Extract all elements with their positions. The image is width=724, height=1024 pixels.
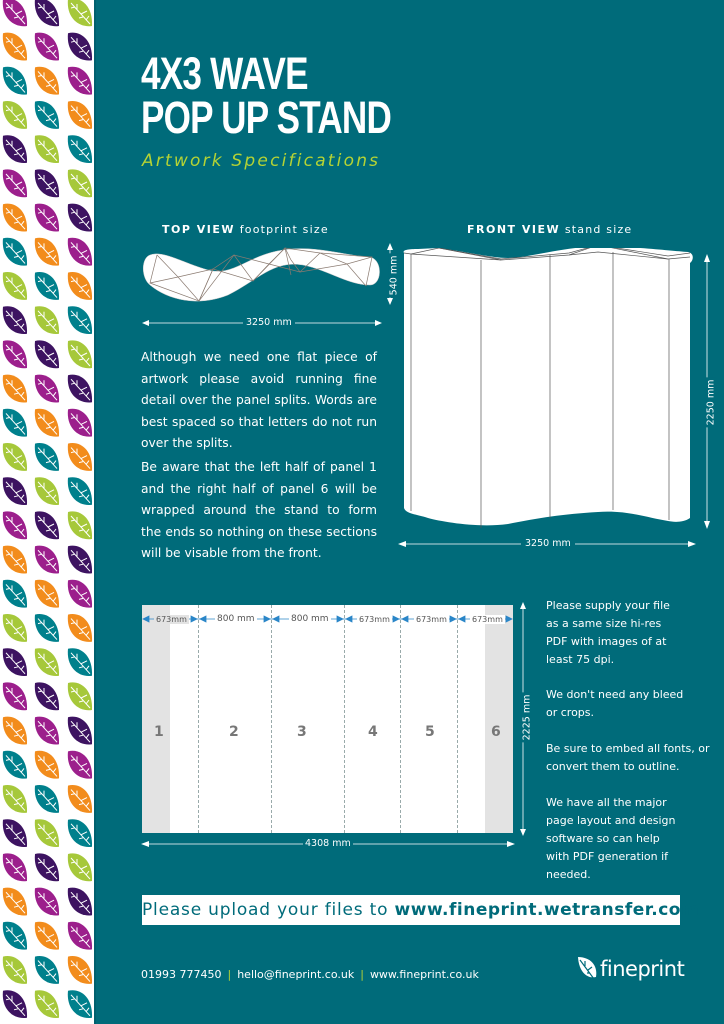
panel-1-width: 673mm [156,615,187,624]
top-view-label-bold: TOP VIEW [162,223,235,236]
upload-prefix: Please upload your files to [142,900,395,920]
panel-split-paragraph: Although we need one flat piece of artwork please avoid running fine detail over the panel splits. Words are best spaced so that letters do not run over the splits. [141,350,377,450]
panel-5-width: 673mm [416,615,447,624]
logo-text: fineprint [600,957,685,981]
panel-split-line [271,605,272,833]
leaf-logo-icon [576,955,600,983]
panel-split-line [400,605,401,833]
front-view-height-dim: 2250 mm [705,379,717,426]
fineprint-logo [576,955,684,983]
front-view-label [467,223,632,236]
panel-3-width: 800 mm [291,614,329,624]
top-view-label-rest: footprint size [235,223,329,236]
requirement-software: We have all the major page layout and design software so can help with PDF generation if needed. [546,796,676,881]
panel-number-5: 5 [425,724,435,740]
footer-separator: | [360,968,364,981]
requirement-pdf: Please supply your file as a same size hi-res PDF with images of at least 75 dpi. [546,599,670,666]
artwork-layout-diagram [142,605,513,833]
panel-number-6: 6 [491,724,501,740]
front-view-width-dim: 3250 mm [521,538,575,549]
leaf-pattern-icon [0,0,95,1024]
page-subtitle: Artwork Specifications [142,151,381,171]
panel-split-line [198,605,199,833]
panel-2-width: 800 mm [217,614,255,624]
footer-contact [141,968,479,981]
layout-height-dim: 2225 mm [521,694,533,741]
wrap-ends-paragraph: Be aware that the left half of panel 1 and the right half of panel 6 will be wrapped around the stand to form the ends so nothing on these sections will be visable from the front. [141,460,377,560]
panel-split-line [457,605,458,833]
panel-split-line [344,605,345,833]
footer-email[interactable]: hello@fineprint.co.uk [237,968,355,981]
panel-number-4: 4 [368,724,378,740]
panel-6-wrap-area [485,605,513,833]
front-view-label-rest: stand size [560,223,633,236]
footer-website[interactable]: www.fineprint.co.uk [369,968,479,981]
panel-number-1: 1 [154,724,164,740]
panel-4-width: 673mm [359,615,390,624]
top-view-label [162,223,329,236]
leaf-pattern-strip [0,0,95,1024]
requirement-fonts: Be sure to embed all fonts, or convert them to outline. [546,742,710,773]
page-title [141,48,392,143]
top-view-width-dim: 3250 mm [243,317,295,328]
panel-1-wrap-area [142,605,170,833]
panel-6-width: 673mm [472,615,503,624]
layout-width-dim: 4308 mm [305,838,351,849]
upload-link[interactable]: www.fineprint.wetransfer.com [394,900,700,920]
title-line-1: 4X3 WAVE [141,48,308,99]
title-line-2: POP UP STAND [141,92,392,143]
panel-number-3: 3 [297,724,307,740]
front-view-diagram [398,248,698,538]
strip-edge [94,0,96,1024]
requirement-bleed: We don't need any bleed or crops. [546,688,684,719]
front-view-label-bold: FRONT VIEW [467,223,561,236]
panel-number-2: 2 [229,724,239,740]
upload-banner [142,895,700,925]
top-view-depth-dim: 540 mm [388,255,400,296]
footer-separator: | [227,968,232,981]
footer-phone: 01993 777450 [141,968,222,981]
